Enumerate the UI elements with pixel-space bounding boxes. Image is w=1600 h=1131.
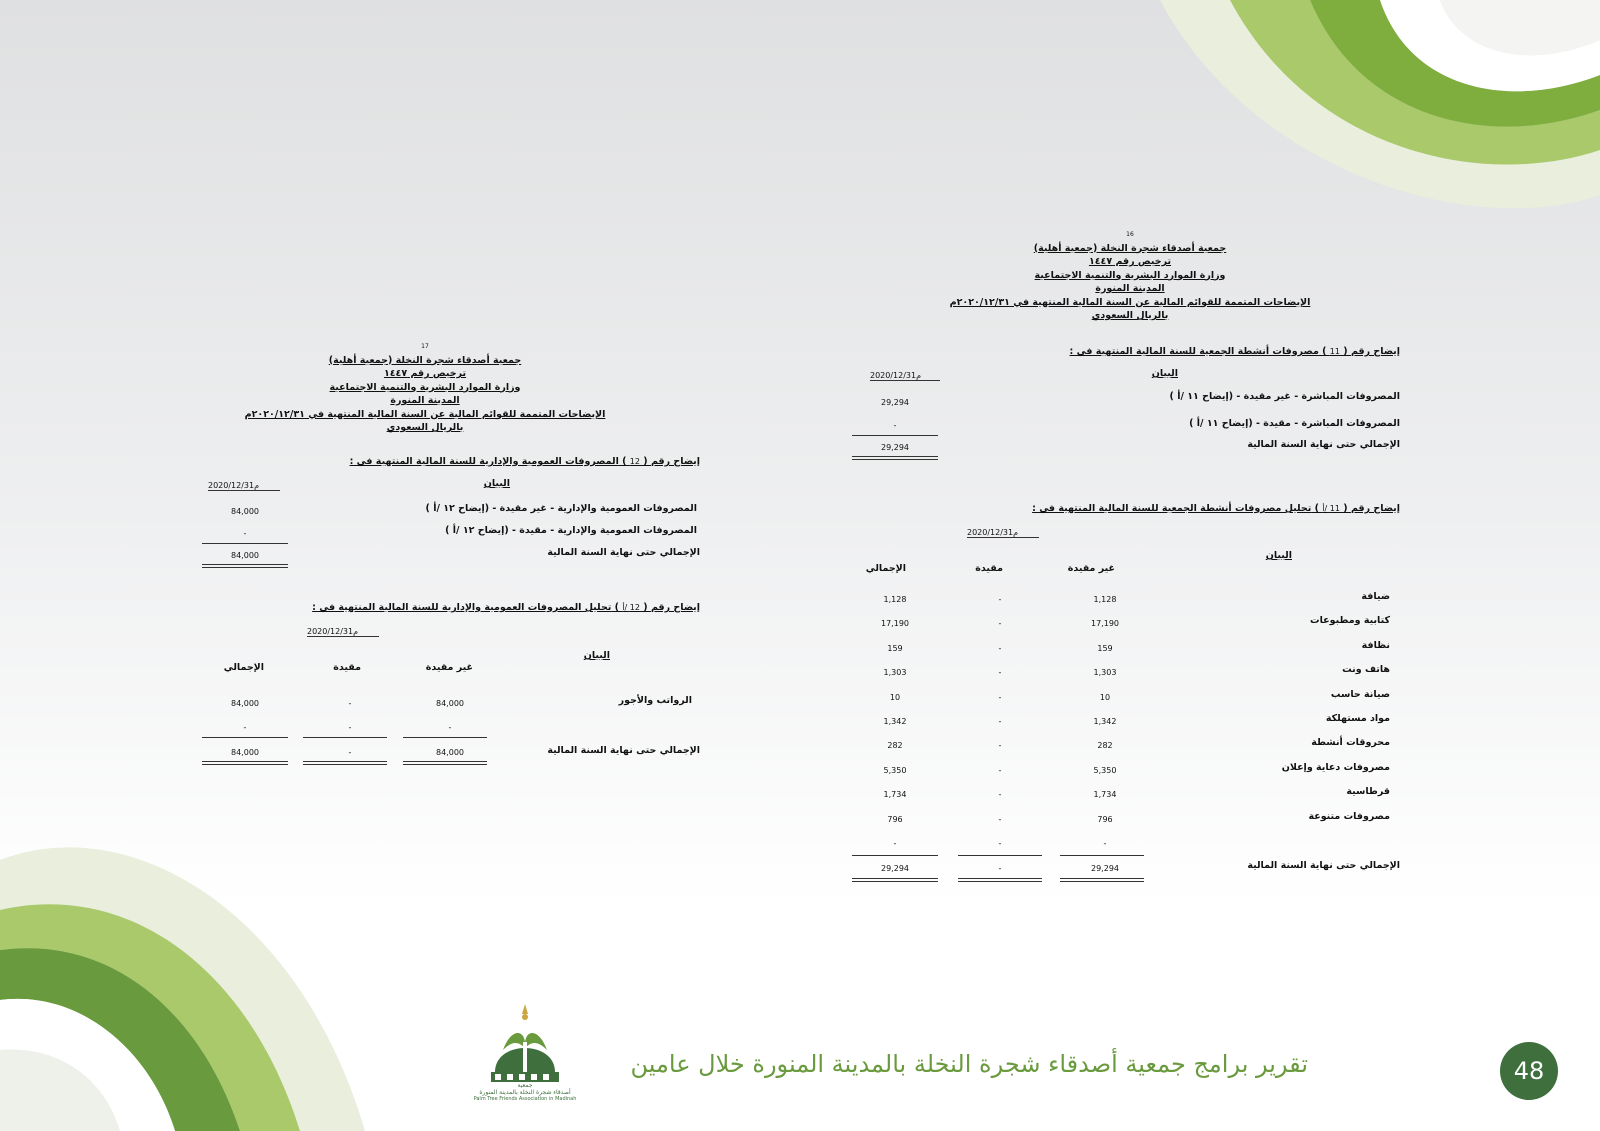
note-11a-subtotal-line-restricted xyxy=(958,855,1042,856)
statement-title: الإيضاحات المتممة للقوائم المالية عن السنة المالية المنتهية في ٢٠٢٠/١٢/٣١م xyxy=(244,408,606,420)
note-11-total-label: الإجمالي حتى نهاية السنة المالية xyxy=(1247,439,1400,450)
page-number-badge: 48 xyxy=(1500,1042,1558,1100)
note-12-subtotal-line xyxy=(202,543,288,544)
note-12-row-1-label: المصروفات العمومية والإدارية - غير مقيدة - (إيضاح ١٢ /أ ) xyxy=(425,503,697,514)
note-12a-row-total: 84,000 xyxy=(231,699,259,708)
report-footer-title: تقرير برامج جمعية أصدقاء شجرة النخلة بالمدينة المنورة خلال عامين xyxy=(630,1050,1308,1078)
table-row-unrestricted: 1,734 xyxy=(1093,790,1117,799)
bottom-left-swoosh-decoration xyxy=(0,820,380,1131)
note-11a-col-unrestricted: غير مقيدة xyxy=(1067,563,1115,574)
table-row-unrestricted: 159 xyxy=(1097,644,1113,653)
note-12a-total-total: 84,000 xyxy=(231,748,259,757)
note-12a-subtotal-line-restricted xyxy=(303,737,387,738)
table-row-total: 5,350 xyxy=(883,766,907,775)
note-11-row-1-label: المصروفات المباشرة - غير مقيدة - (إيضاح ١١ /أ ) xyxy=(1169,391,1400,402)
table-row-restricted: - xyxy=(998,717,1002,726)
table-row-total: 796 xyxy=(887,815,903,824)
note-11a-total-restricted: - xyxy=(998,864,1002,873)
note-prefix: إيضاح رقم xyxy=(1350,346,1400,357)
table-row-unrestricted: 5,350 xyxy=(1093,766,1117,775)
note-11-subtotal-line xyxy=(852,435,938,436)
table-blank-restricted: - xyxy=(998,839,1002,848)
table-row-total: 282 xyxy=(887,741,903,750)
note-12a-subtotal-line-unrestricted xyxy=(403,737,487,738)
left-financial-note xyxy=(210,340,700,800)
table-row-label: نظافة xyxy=(1361,640,1390,651)
table-row-unrestricted: 282 xyxy=(1097,741,1113,750)
note-11-row-2-label: المصروفات المباشرة - مقيدة - (إيضاح ١١ /أ ) xyxy=(1189,418,1400,429)
note-12a-blank-unrestricted: - xyxy=(448,723,452,732)
table-row-total: 17,190 xyxy=(881,619,909,628)
table-row-unrestricted: 17,190 xyxy=(1091,619,1119,628)
table-blank-total: - xyxy=(893,839,897,848)
table-row-total: 1,342 xyxy=(883,717,907,726)
note-number: 12 /أ xyxy=(622,603,640,612)
table-row-restricted: - xyxy=(998,741,1002,750)
note-prefix: إيضاح رقم xyxy=(650,602,700,613)
table-row-restricted: - xyxy=(998,790,1002,799)
ministry-name: وزارة الموارد البشرية والتنمية الاجتماعية xyxy=(1034,269,1226,281)
city-name: المدينة المنورة xyxy=(1095,283,1165,294)
note-title: تحليل المصروفات العمومية والإدارية للسنة المالية المنتهية في : xyxy=(312,602,612,613)
table-row-restricted: - xyxy=(998,619,1002,628)
note-11a-subtotal-line-unrestricted xyxy=(1060,855,1144,856)
note-number: 11 /أ xyxy=(1322,504,1340,513)
table-row-total: 1,303 xyxy=(883,668,907,677)
note-12-total-label: الإجمالي حتى نهاية السنة المالية xyxy=(547,547,700,558)
note-12a-blank-total: - xyxy=(243,723,247,732)
note-12-total-double-line xyxy=(202,564,288,568)
note-11a-col-restricted: مقيدة xyxy=(975,563,1003,574)
table-row-label: مصروفات دعاية وإعلان xyxy=(1281,762,1390,773)
note-12a-total-double-line-unrestricted xyxy=(403,761,487,765)
note-12a-row-unrestricted: 84,000 xyxy=(436,699,464,708)
ministry-name: وزارة الموارد البشرية والتنمية الاجتماعية xyxy=(329,381,521,393)
note-12a-col-total: الإجمالي xyxy=(223,662,264,673)
note-number: 11 xyxy=(1329,347,1340,356)
note-12a-total-label: الإجمالي حتى نهاية السنة المالية xyxy=(547,745,700,756)
note-11-total-value: 29,294 xyxy=(881,443,909,452)
association-name: جمعية أصدقاء شجرة النخلة (جمعية أهلية) xyxy=(1033,242,1227,254)
license-number: ترخيص رقم ١٤٤٧ xyxy=(383,368,467,379)
note-12a-total-double-line-restricted xyxy=(303,761,387,765)
note-12a-heading: إيضاح رقم ( 12 /أ ) تحليل المصروفات العمومية والإدارية للسنة المالية المنتهية في : xyxy=(312,602,700,613)
note-12a-total-restricted: - xyxy=(348,748,352,757)
note-11a-subtotal-line-total xyxy=(852,855,938,856)
logo-caption-line-1: جمعية xyxy=(517,1082,533,1089)
table-row-unrestricted: 1,303 xyxy=(1093,668,1117,677)
note-prefix: إيضاح رقم xyxy=(1350,503,1400,514)
note-12a-total-double-line-total xyxy=(202,761,288,765)
right-financial-note xyxy=(860,228,1400,908)
right-note-header xyxy=(860,228,1400,323)
table-blank-unrestricted: - xyxy=(1103,839,1107,848)
note-11-row-1-value: 29,294 xyxy=(881,398,909,407)
note-prefix: إيضاح رقم xyxy=(650,456,700,467)
table-row-restricted: - xyxy=(998,595,1002,604)
statement-title: الإيضاحات المتممة للقوائم المالية عن السنة المالية المنتهية في ٢٠٢٠/١٢/٣١م xyxy=(949,296,1311,308)
note-12-total-value: 84,000 xyxy=(231,551,259,560)
table-row-label: قرطاسية xyxy=(1346,786,1390,797)
note-11a-heading: إيضاح رقم ( 11 /أ ) تحليل مصروفات أنشطة الجمعية للسنة المالية المنتهية في : xyxy=(1032,503,1400,514)
note-11-date: 2020/12/31م xyxy=(870,371,940,381)
note-12a-subtotal-line-total xyxy=(202,737,288,738)
note-11a-date: 2020/12/31م xyxy=(967,528,1039,538)
note-11-col-label: البيان xyxy=(1151,368,1178,379)
note-12a-date: 2020/12/31م xyxy=(307,627,379,637)
table-row-unrestricted: 796 xyxy=(1097,815,1113,824)
note-11a-total-unrestricted: 29,294 xyxy=(1091,864,1119,873)
note-11a-total-double-line-restricted xyxy=(958,878,1042,882)
logo-caption-line-3: Palm Tree Friends Association in Madinah xyxy=(473,1096,577,1102)
note-12-row-2-label: المصروفات العمومية والإدارية - مقيدة - (إيضاح ١٢ /أ ) xyxy=(445,525,697,536)
top-right-swoosh-decoration xyxy=(1140,0,1600,220)
note-11-row-2-value: - xyxy=(893,421,897,430)
note-title: المصروفات العمومية والإدارية للسنة المالية المنتهية في : xyxy=(349,456,619,467)
note-title: مصروفات أنشطة الجمعية للسنة المالية المنتهية في : xyxy=(1069,346,1319,357)
table-row-total: 1,734 xyxy=(883,790,907,799)
note-11a-col-label: البيان xyxy=(1265,550,1292,561)
table-row-unrestricted: 1,342 xyxy=(1093,717,1117,726)
note-12-heading: إيضاح رقم ( 12 ) المصروفات العمومية والإدارية للسنة المالية المنتهية في : xyxy=(349,456,700,467)
table-row-label: صيانة حاسب xyxy=(1330,689,1390,700)
note-11a-total-double-line-unrestricted xyxy=(1060,878,1144,882)
note-12-date: 2020/12/31م xyxy=(208,481,280,491)
license-number: ترخيص رقم ١٤٤٧ xyxy=(1088,256,1172,267)
note-12-row-1-value: 84,000 xyxy=(231,507,259,516)
left-page-number: 17 xyxy=(421,343,429,350)
note-11a-total-double-line-total xyxy=(852,878,938,882)
note-title: تحليل مصروفات أنشطة الجمعية للسنة المالية المنتهية في : xyxy=(1032,503,1312,514)
table-row-label: كتابية ومطبوعات xyxy=(1310,615,1390,626)
table-row-restricted: - xyxy=(998,644,1002,653)
association-name: جمعية أصدقاء شجرة النخلة (جمعية أهلية) xyxy=(328,354,522,366)
note-12a-row-label: الرواتب والأجور xyxy=(618,695,692,706)
note-12a-blank-restricted: - xyxy=(348,723,352,732)
note-11a-total-total: 29,294 xyxy=(881,864,909,873)
note-11-heading: إيضاح رقم ( 11 ) مصروفات أنشطة الجمعية للسنة المالية المنتهية في : xyxy=(1069,346,1400,357)
table-row-label: مواد مستهلكة xyxy=(1325,713,1390,724)
left-note-header xyxy=(210,340,640,435)
table-row-restricted: - xyxy=(998,815,1002,824)
table-row-label: هاتف ونت xyxy=(1342,664,1390,675)
city-name: المدينة المنورة xyxy=(390,395,460,406)
note-12a-col-label: البيان xyxy=(583,650,610,661)
table-row-total: 10 xyxy=(889,693,901,702)
currency-label: بالريال السعودي xyxy=(386,422,464,433)
note-number: 12 xyxy=(629,457,640,466)
note-11-total-double-line xyxy=(852,456,938,460)
table-row-unrestricted: 10 xyxy=(1099,693,1111,702)
table-row-total: 159 xyxy=(887,644,903,653)
table-row-label: ضيافة xyxy=(1361,591,1390,602)
currency-label: بالريال السعودي xyxy=(1091,310,1169,321)
table-row-restricted: - xyxy=(998,693,1002,702)
note-12-col-label: البيان xyxy=(483,478,510,489)
table-row-unrestricted: 1,128 xyxy=(1093,595,1117,604)
note-12a-col-unrestricted: غير مقيدة xyxy=(425,662,473,673)
logo-caption-line-2: أصدقاء شجرة النخلة بالمدينة المنورة xyxy=(479,1089,571,1096)
note-12a-total-unrestricted: 84,000 xyxy=(436,748,464,757)
table-row-label: محروقات أنشطة xyxy=(1311,737,1390,748)
note-11a-col-total: الإجمالي xyxy=(865,563,906,574)
note-12a-col-restricted: مقيدة xyxy=(333,662,361,673)
table-row-label: مصروفات متنوعة xyxy=(1308,811,1390,822)
table-row-restricted: - xyxy=(998,766,1002,775)
table-row-total: 1,128 xyxy=(883,595,907,604)
table-row-restricted: - xyxy=(998,668,1002,677)
right-page-number: 16 xyxy=(1126,231,1134,238)
note-12-row-2-value: - xyxy=(243,529,247,538)
logo-caption xyxy=(465,1082,585,1103)
note-11a-total-label: الإجمالي حتى نهاية السنة المالية xyxy=(1247,860,1400,871)
note-12a-row-restricted: - xyxy=(348,699,352,708)
